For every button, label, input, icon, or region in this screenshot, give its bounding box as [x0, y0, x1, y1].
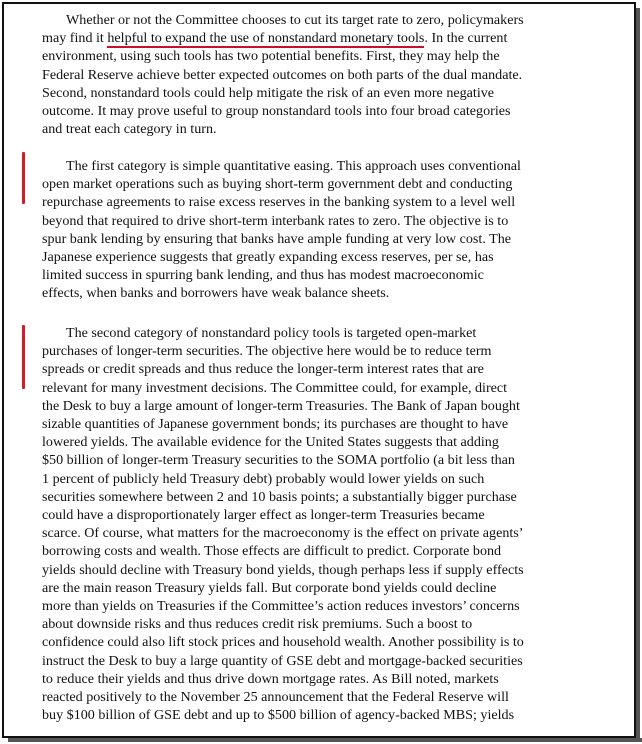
- p3-line-17: about downside risks and thus reduces credit risk premiums. Such a boost to: [42, 616, 473, 633]
- p3-line-12: scarce. Of course, what matters for the macroeconomy is the effect on private agents’: [42, 525, 524, 542]
- p3-line-20: to reduce their yields and thus drive down mortgage rates. As Bill noted, markets: [42, 670, 499, 687]
- p2-line-2: open market operations such as buying short-term government debt and conducting: [42, 176, 513, 193]
- p3-line-21: reacted positively to the November 25 announcement that the Federal Reserve will: [42, 689, 509, 706]
- p3-line-7: lowered yields. The available evidence for the United States suggests that adding: [42, 434, 499, 451]
- p1-line-6: outcome. It may prove useful to group nonstandard tools into four broad categories: [42, 103, 511, 120]
- p1-line-5: Second, nonstandard tools could help mitigate the risk of an even more negative: [42, 84, 495, 101]
- p3-line-3: spreads or credit spreads and thus reduce the longer-term interest rates that are: [42, 361, 484, 378]
- underlined-phrase: helpful to expand the use of nonstandard monetary tools: [107, 30, 425, 47]
- p3-line-4: relevant for many investment decisions. The Committee could, for example, direct: [42, 379, 508, 396]
- p3-line-11: could have a disproportionately larger effect as longer-term Treasuries became: [42, 507, 485, 524]
- p3-line-13: borrowing costs and wealth. Those effects are difficult to predict. Corporate bond: [42, 543, 502, 560]
- paragraph-3: [42, 324, 602, 724]
- p3-line-10: securities somewhere between 2 and 10 basis points; a substantially bigger purchase: [42, 488, 517, 505]
- p2-line-6: Japanese experience suggests that greatly expanding excess reserves, per se, has: [42, 249, 494, 266]
- p3-line-15: are the main reason Treasury yields fall. But corporate bond yields could decline: [42, 579, 497, 596]
- margin-annotation-bar-2: [22, 325, 25, 389]
- p3-line-9: 1 percent of publicly held Treasury debt) probably would lower yields on such: [42, 470, 485, 487]
- p2-line-1: The first category is simple quantitative easing. This approach uses conventional: [66, 158, 521, 174]
- p3-line-1: The second category of nonstandard policy tools is targeted open-market: [66, 325, 477, 341]
- paragraph-2: [42, 157, 602, 303]
- paragraph-1: [42, 11, 602, 138]
- p3-line-19: instruct the Desk to buy a large quantity of GSE debt and mortgage-backed securities: [42, 652, 523, 669]
- p3-line-14: yields should decline with Treasury bond yields, though perhaps less if supply effects: [42, 561, 524, 578]
- p3-line-6: sizable quantities of Japanese government bonds; its purchases are thought to have: [42, 416, 509, 433]
- p3-line-16: more than yields on Treasuries if the Committee’s action reduces investors’ concerns: [42, 598, 520, 615]
- p1-line-7: and treat each category in turn.: [42, 121, 217, 138]
- p3-line-2: purchases of longer-term securities. The objective here would be to reduce term: [42, 343, 492, 360]
- p1-line-4: Federal Reserve achieve better expected outcomes on both parts of the dual mandate.: [42, 66, 523, 83]
- p3-line-8: $50 billion of longer-term Treasury securities to the SOMA portfolio (a bit less than: [42, 452, 515, 469]
- p1-line-2: may find it helpful to expand the use of nonstandard monetary tools. In the current: [42, 30, 508, 47]
- p1-line-3: environment, using such tools has two potential benefits. First, they may help the: [42, 48, 500, 65]
- p1-line-1: Whether or not the Committee chooses to cut its target rate to zero, policymakers: [66, 12, 524, 28]
- p3-line-22: buy $100 billion of GSE debt and up to $500 billion of agency-backed MBS; yields: [42, 707, 515, 724]
- p2-line-3: repurchase agreements to raise excess reserves in the banking system to a level well: [42, 194, 516, 211]
- p3-line-18: confidence could also lift stock prices and household wealth. Another possibility is to: [42, 634, 524, 651]
- p2-line-7: limited success in spurring bank lending, and thus has modest macroeconomic: [42, 267, 484, 284]
- p3-line-5: the Desk to buy a large amount of longer-term Treasuries. The Bank of Japan bought: [42, 397, 520, 414]
- p2-line-8: effects, when banks and borrowers have weak balance sheets.: [42, 285, 390, 302]
- p2-line-5: spur bank lending by ensuring that banks have ample funding at very low cost. The: [42, 230, 512, 247]
- p2-line-4: beyond that required to drive short-term interbank rates to zero. The objective is to: [42, 212, 509, 229]
- margin-annotation-bar-1: [22, 152, 25, 204]
